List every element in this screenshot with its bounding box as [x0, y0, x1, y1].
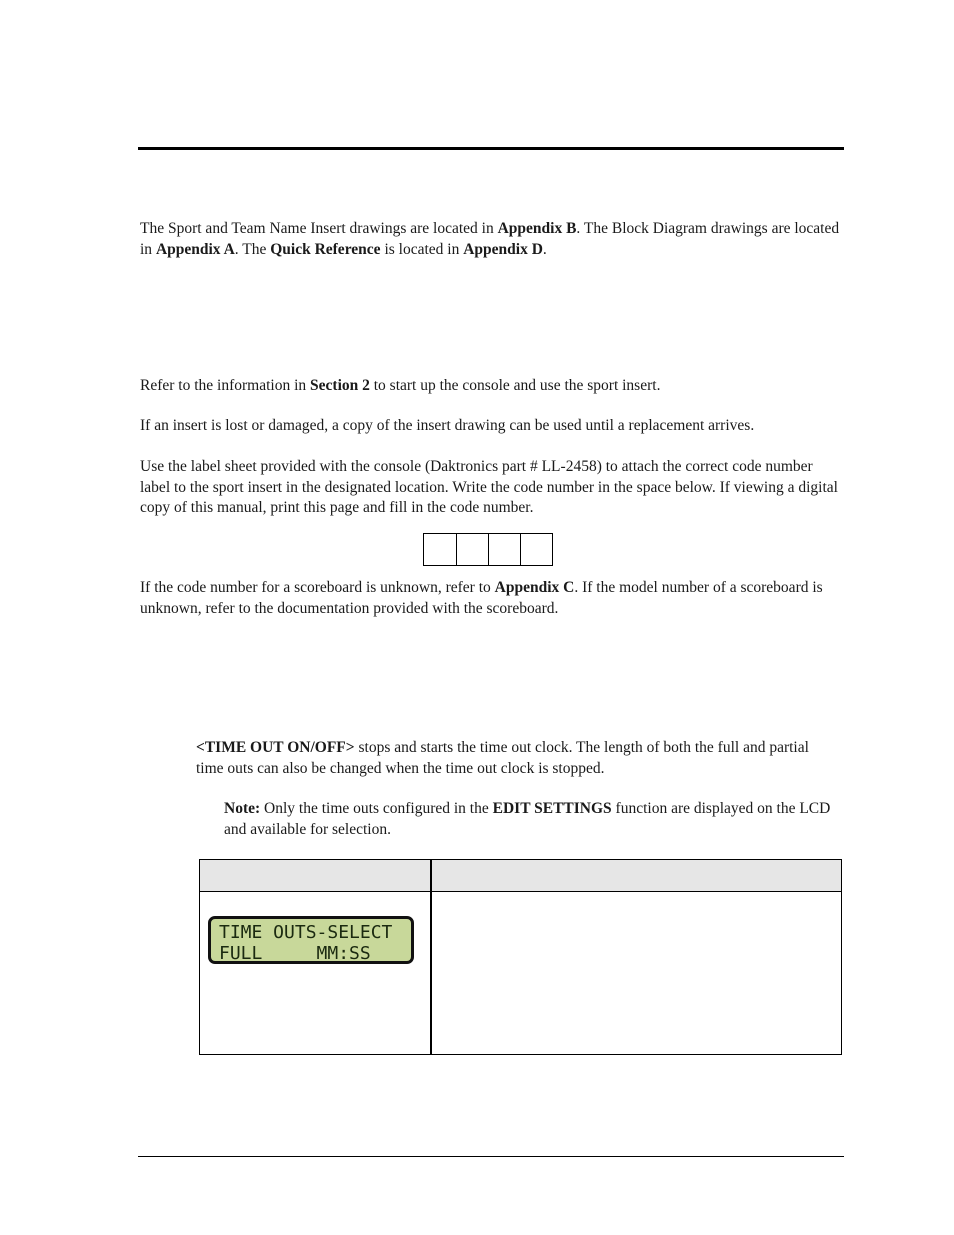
top-rule — [138, 147, 844, 150]
table-header-cell — [200, 860, 432, 892]
lcd-cell — [200, 892, 432, 1055]
code-digit-box — [488, 533, 521, 566]
intro-paragraph: The Sport and Team Name Insert drawings are located in Appendix B. The Block Diagram drawings are located in Appendix A. The Quick Reference is located in Appendix D. — [140, 220, 840, 258]
code-digit-box — [520, 533, 553, 566]
bottom-rule — [138, 1156, 844, 1157]
note-paragraph: Note: Only the time outs configured in the EDIT SETTINGS function are displayed on the LCD and available for selection. — [224, 800, 831, 838]
code-digit-box — [456, 533, 489, 566]
lcd-display — [208, 916, 414, 964]
lost-insert-paragraph: If an insert is lost or damaged, a copy of the insert drawing can be used until a replacement arrives. — [140, 417, 755, 434]
code-number-boxes — [423, 533, 553, 566]
lcd-line-1: TIME OUTS-SELECT — [219, 922, 393, 943]
label-sheet-paragraph: Use the label sheet provided with the console (Daktronics part # LL-2458) to attach the correct code number label to the sport insert in the designated location. Write the code number in the space below. If viewing a digital copy of this manual, print this page and fill in the code number. — [140, 458, 838, 516]
lcd-line-2: FULL MM:SS — [219, 943, 371, 964]
timeout-paragraph: <TIME OUT ON/OFF> stops and starts the time out clock. The length of both the full and partial time outs can also be changed when the time out clock is stopped. — [196, 739, 809, 777]
code-digit-box — [423, 533, 457, 566]
description-cell — [431, 892, 842, 1055]
unknown-code-paragraph: If the code number for a scoreboard is unknown, refer to Appendix C. If the model number of a scoreboard is unknown, refer to the documentation provided with the scoreboard. — [140, 579, 823, 617]
startup-paragraph: Refer to the information in Section 2 to start up the console and use the sport insert. — [140, 377, 661, 394]
table-header-cell — [431, 860, 842, 892]
lcd-table — [199, 859, 842, 1055]
